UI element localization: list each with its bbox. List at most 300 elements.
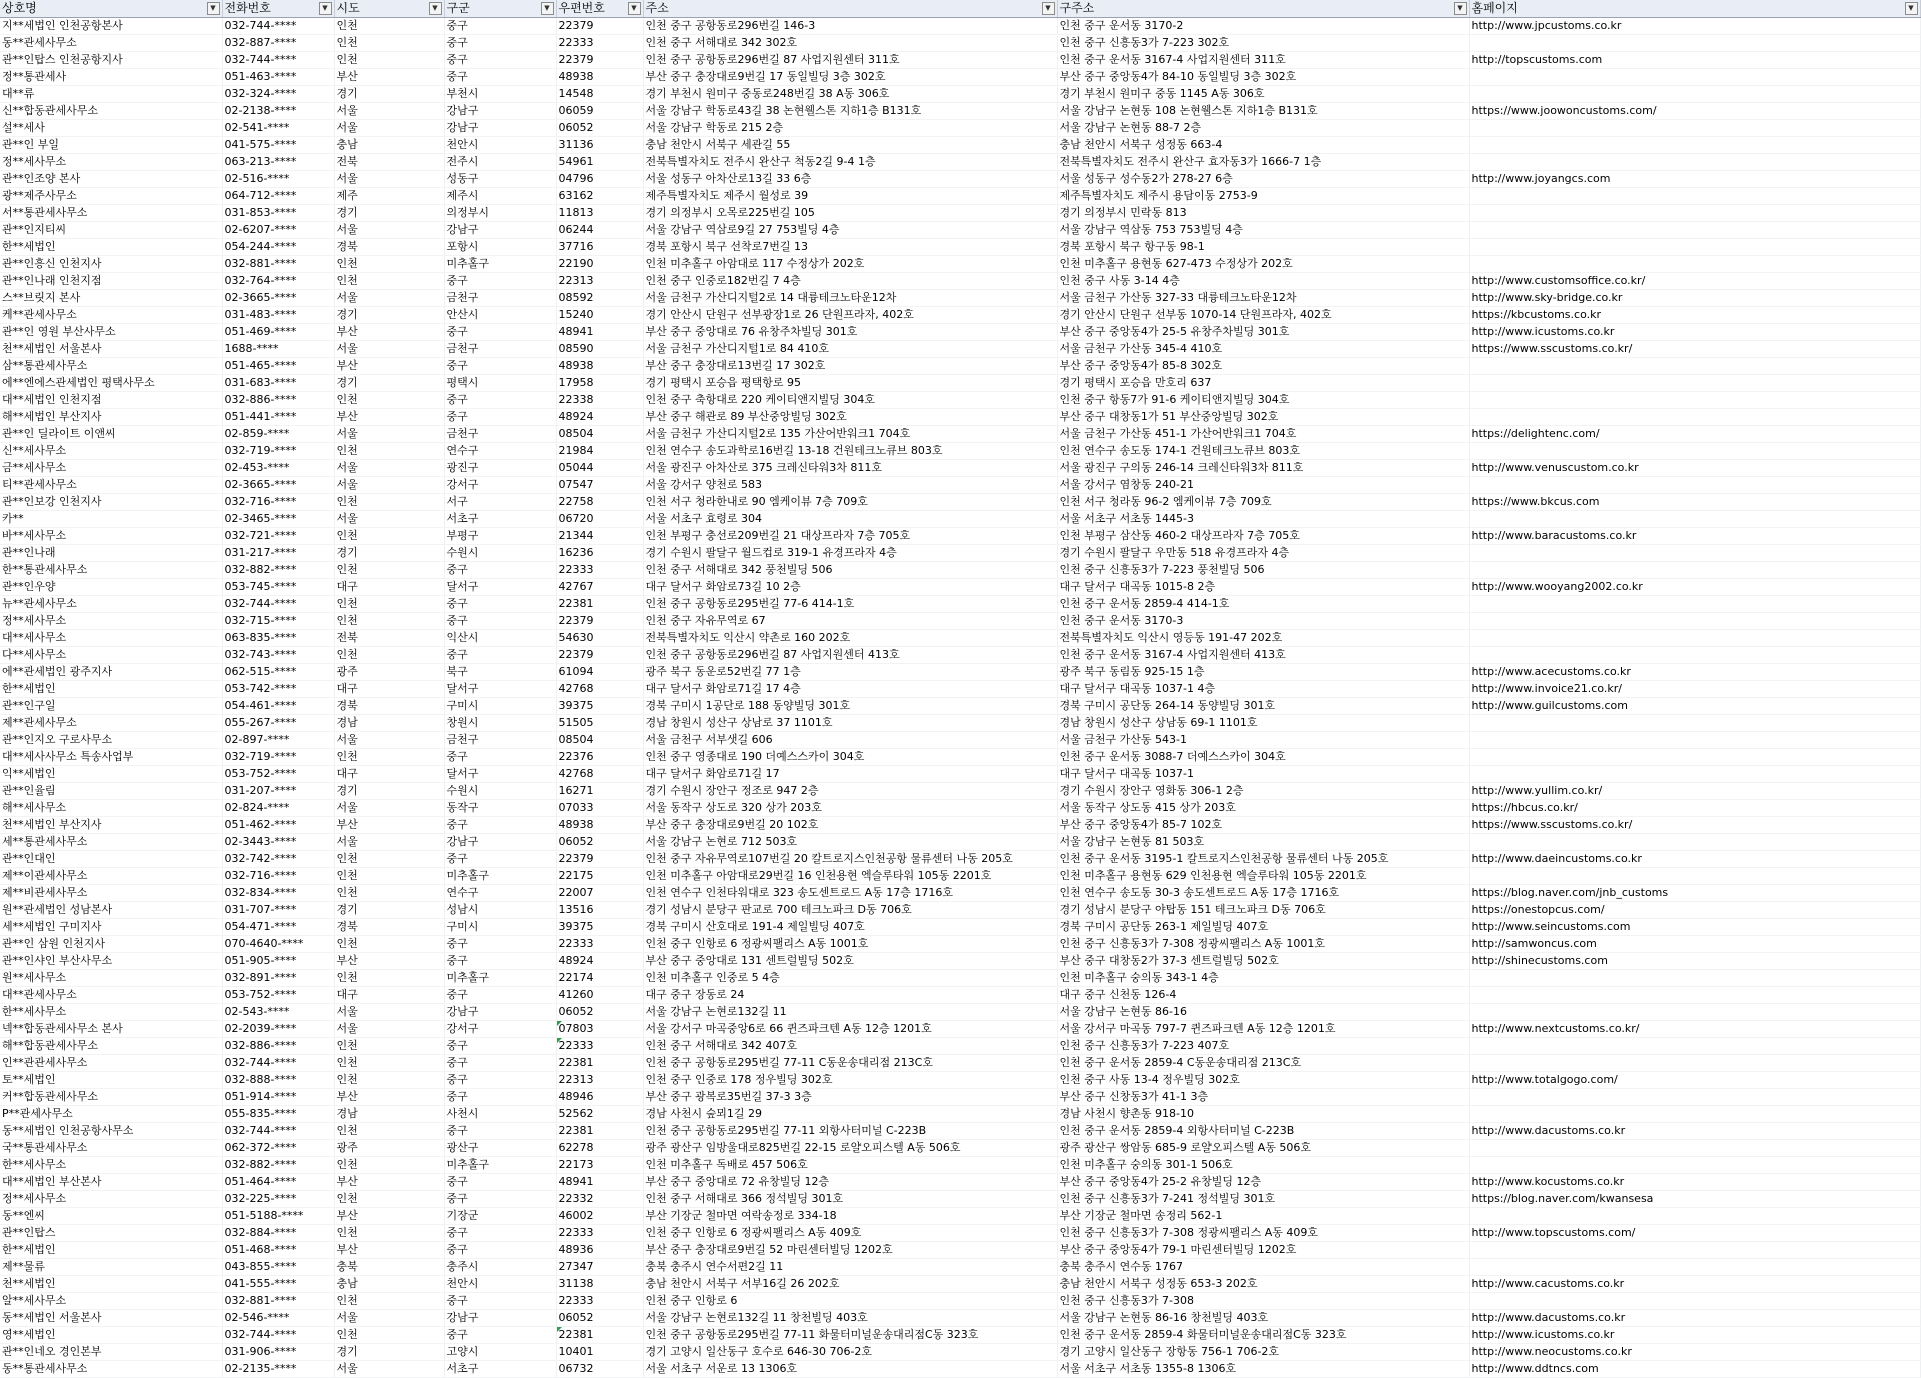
cell-province[interactable]: 부산 [334,358,444,375]
cell-district[interactable]: 중구 [444,1089,556,1106]
cell-homepage[interactable] [1469,1004,1920,1021]
cell-company-name[interactable]: 대**관세사무소 [0,987,222,1004]
cell-postal-code-number-as-text[interactable]: 22381 [556,1327,643,1344]
cell-address[interactable]: 인천 미추홀구 아암대로29번길 16 인천용현 엑슬루타워 105동 2201호 [643,868,1057,885]
cell-phone[interactable]: 032-834-**** [222,885,334,902]
cell-postal-code[interactable]: 42767 [556,579,643,596]
cell-phone[interactable]: 032-886-**** [222,392,334,409]
cell-province[interactable]: 서울 [334,834,444,851]
cell-company-name[interactable]: 한**세사무소 [0,1004,222,1021]
cell-homepage[interactable] [1469,188,1920,205]
cell-phone[interactable]: 051-905-**** [222,953,334,970]
cell-phone[interactable]: 051-914-**** [222,1089,334,1106]
cell-company-name[interactable]: 정**세사무소 [0,613,222,630]
cell-old-address[interactable]: 경북 구미시 공단동 264-14 동양빌딩 301호 [1057,698,1469,715]
cell-district[interactable]: 중구 [444,936,556,953]
cell-province[interactable]: 대구 [334,579,444,596]
cell-old-address[interactable]: 경남 창원시 성산구 상남동 69-1 1101호 [1057,715,1469,732]
cell-phone[interactable]: 064-712-**** [222,188,334,205]
cell-homepage[interactable]: https://onestopcus.com/ [1469,902,1920,919]
cell-homepage[interactable] [1469,970,1920,987]
cell-province[interactable]: 인천 [334,1225,444,1242]
cell-homepage[interactable] [1469,1038,1920,1055]
cell-phone[interactable]: 031-217-**** [222,545,334,562]
cell-address[interactable]: 서울 강남구 논현로132길 11 창천빌딩 403호 [643,1310,1057,1327]
cell-district[interactable]: 중구 [444,1038,556,1055]
cell-district[interactable]: 연수구 [444,443,556,460]
cell-postal-code[interactable]: 22313 [556,1072,643,1089]
cell-province[interactable]: 부산 [334,1208,444,1225]
cell-company-name[interactable]: 관**인탑스 인천공항지사 [0,52,222,69]
cell-postal-code[interactable]: 21344 [556,528,643,545]
cell-company-name[interactable]: 바**세사무소 [0,528,222,545]
cell-district[interactable]: 금천구 [444,426,556,443]
cell-old-address[interactable]: 서울 강남구 논현동 108 논현웰스톤 지하1층 B131호 [1057,103,1469,120]
cell-province[interactable]: 경기 [334,375,444,392]
cell-postal-code[interactable]: 22381 [556,596,643,613]
cell-province[interactable]: 부산 [334,409,444,426]
cell-homepage[interactable]: http://www.neocustoms.co.kr [1469,1344,1920,1361]
cell-company-name[interactable]: 지**세법인 인천공항본사 [0,18,222,35]
cell-postal-code[interactable]: 13516 [556,902,643,919]
cell-company-name[interactable]: 세**세법인 구미지사 [0,919,222,936]
cell-district[interactable]: 부평구 [444,528,556,545]
cell-address[interactable]: 인천 중구 인중로182번길 7 4층 [643,273,1057,290]
cell-company-name[interactable]: 한**세법인 [0,239,222,256]
cell-province[interactable]: 부산 [334,817,444,834]
cell-province[interactable]: 서울 [334,120,444,137]
cell-homepage[interactable] [1469,613,1920,630]
cell-postal-code[interactable]: 22175 [556,868,643,885]
cell-company-name[interactable]: 관**인우양 [0,579,222,596]
cell-postal-code[interactable]: 15240 [556,307,643,324]
cell-company-name[interactable]: 해**세사무소 [0,800,222,817]
cell-phone[interactable]: 02-6207-**** [222,222,334,239]
cell-company-name[interactable]: 원**관세법인 성남본사 [0,902,222,919]
cell-homepage[interactable] [1469,477,1920,494]
cell-postal-code[interactable]: 14548 [556,86,643,103]
cell-old-address[interactable]: 서울 강남구 논현동 81 503호 [1057,834,1469,851]
cell-homepage[interactable]: http://www.guilcustoms.com [1469,698,1920,715]
cell-homepage[interactable] [1469,69,1920,86]
cell-phone[interactable]: 043-855-**** [222,1259,334,1276]
cell-district[interactable]: 수원시 [444,783,556,800]
cell-address[interactable]: 서울 강남구 학동로 215 2층 [643,120,1057,137]
column-header-province[interactable] [334,0,444,18]
cell-phone[interactable]: 02-859-**** [222,426,334,443]
cell-phone[interactable]: 032-324-**** [222,86,334,103]
cell-province[interactable]: 인천 [334,749,444,766]
cell-postal-code[interactable]: 39375 [556,698,643,715]
cell-province[interactable]: 경기 [334,205,444,222]
cell-postal-code[interactable]: 22007 [556,885,643,902]
cell-address[interactable]: 서울 금천구 가산디지털1로 84 410호 [643,341,1057,358]
cell-district[interactable]: 금천구 [444,290,556,307]
cell-homepage[interactable]: https://kbcustoms.co.kr [1469,307,1920,324]
cell-province[interactable]: 인천 [334,392,444,409]
cell-postal-code[interactable]: 48938 [556,358,643,375]
cell-phone[interactable]: 051-465-**** [222,358,334,375]
cell-district[interactable]: 수원시 [444,545,556,562]
cell-homepage[interactable]: https://delightenc.com/ [1469,426,1920,443]
cell-address[interactable]: 부산 중구 충장대로9번길 52 마린센터빌딩 1202호 [643,1242,1057,1259]
cell-homepage[interactable]: http://www.dacustoms.co.kr [1469,1310,1920,1327]
cell-district[interactable]: 강남구 [444,103,556,120]
cell-homepage[interactable] [1469,749,1920,766]
cell-postal-code[interactable]: 07033 [556,800,643,817]
cell-district[interactable]: 전주시 [444,154,556,171]
column-header-old-address[interactable] [1057,0,1469,18]
cell-homepage[interactable]: http://www.totalgogo.com/ [1469,1072,1920,1089]
cell-address[interactable]: 경기 수원시 팔달구 월드컵로 319-1 유경프라자 4층 [643,545,1057,562]
cell-postal-code[interactable]: 22338 [556,392,643,409]
cell-old-address[interactable]: 인천 연수구 송도동 174-1 건원테크노큐브 803호 [1057,443,1469,460]
cell-homepage[interactable]: https://blog.naver.com/kwansesa [1469,1191,1920,1208]
cell-address[interactable]: 인천 중구 서해대로 342 407호 [643,1038,1057,1055]
cell-address[interactable]: 경기 수원시 장안구 정조로 947 2층 [643,783,1057,800]
cell-address[interactable]: 광주 광산구 임방울대로825번길 22-15 로얄오피스텔 A동 506호 [643,1140,1057,1157]
cell-company-name[interactable]: 정**통관세사 [0,69,222,86]
cell-province[interactable]: 서울 [334,800,444,817]
cell-province[interactable]: 부산 [334,1242,444,1259]
cell-address[interactable]: 인천 중구 인중로 178 정우빌딩 302호 [643,1072,1057,1089]
cell-district[interactable]: 제주시 [444,188,556,205]
cell-phone[interactable]: 02-2138-**** [222,103,334,120]
cell-district[interactable]: 중구 [444,1191,556,1208]
cell-province[interactable]: 서울 [334,290,444,307]
cell-old-address[interactable]: 인천 중구 신흥동3가 7-223 302호 [1057,35,1469,52]
cell-company-name[interactable]: 신**세사무소 [0,443,222,460]
cell-homepage[interactable]: http://www.acecustoms.co.kr [1469,664,1920,681]
cell-old-address[interactable]: 충남 천안시 서북구 성정동 653-3 202호 [1057,1276,1469,1293]
cell-old-address[interactable]: 인천 중구 운서동 2859-4 외항사터미널 C-223B [1057,1123,1469,1140]
cell-address[interactable]: 서울 성동구 아차산로13길 33 6층 [643,171,1057,188]
cell-old-address[interactable]: 인천 중구 신흥동3가 7-308 정광씨팰리스 A동 1001호 [1057,936,1469,953]
cell-province[interactable]: 대구 [334,987,444,1004]
cell-company-name[interactable]: 대**세사무소 [0,630,222,647]
cell-address[interactable]: 부산 중구 충장대로9번길 20 102호 [643,817,1057,834]
cell-address[interactable]: 대구 달서구 화암로71길 17 [643,766,1057,783]
cell-address[interactable]: 부산 중구 중앙대로 131 센트럴빌딩 502호 [643,953,1057,970]
cell-address[interactable]: 인천 중구 인항로 6 정광씨팰리스 A동 1001호 [643,936,1057,953]
cell-old-address[interactable]: 인천 중구 운서동 3170-3 [1057,613,1469,630]
cell-old-address[interactable]: 인천 중구 운서동 2859-4 414-1호 [1057,596,1469,613]
cell-company-name[interactable]: 관**인흥신 인천지사 [0,256,222,273]
cell-old-address[interactable]: 대구 달서구 대곡동 1037-1 [1057,766,1469,783]
cell-homepage[interactable] [1469,1089,1920,1106]
cell-homepage[interactable]: http://www.cacustoms.co.kr [1469,1276,1920,1293]
cell-company-name[interactable]: 서**통관세사무소 [0,205,222,222]
cell-province[interactable]: 서울 [334,171,444,188]
cell-homepage[interactable] [1469,375,1920,392]
cell-address[interactable]: 인천 중구 인항로 6 [643,1293,1057,1310]
cell-company-name[interactable]: 토**세법인 [0,1072,222,1089]
cell-address[interactable]: 인천 중구 자유무역로 67 [643,613,1057,630]
cell-district[interactable]: 기장군 [444,1208,556,1225]
filter-dropdown-icon[interactable]: ▼ [1905,2,1918,15]
cell-company-name[interactable]: 대**세사사무소 특송사업부 [0,749,222,766]
cell-province[interactable]: 인천 [334,1123,444,1140]
cell-phone[interactable]: 032-716-**** [222,868,334,885]
cell-old-address[interactable]: 서울 강남구 논현동 86-16 창천빌딩 403호 [1057,1310,1469,1327]
cell-province[interactable]: 인천 [334,1055,444,1072]
cell-district[interactable]: 중구 [444,987,556,1004]
cell-postal-code[interactable]: 22758 [556,494,643,511]
cell-homepage[interactable] [1469,256,1920,273]
cell-company-name[interactable]: 해**세법인 부산지사 [0,409,222,426]
cell-address[interactable]: 경기 부천시 원미구 중동로248번길 38 A동 306호 [643,86,1057,103]
cell-company-name[interactable]: 한**통관세사무소 [0,562,222,579]
cell-postal-code[interactable]: 06732 [556,1361,643,1378]
cell-homepage[interactable] [1469,766,1920,783]
cell-phone[interactable]: 053-752-**** [222,987,334,1004]
cell-district[interactable]: 강남구 [444,120,556,137]
cell-company-name[interactable]: 커**합동관세사무소 [0,1089,222,1106]
cell-old-address[interactable]: 서울 성동구 성수동2가 278-27 6층 [1057,171,1469,188]
cell-homepage[interactable]: http://www.icustoms.co.kr [1469,1327,1920,1344]
cell-province[interactable]: 충북 [334,1259,444,1276]
cell-postal-code[interactable]: 17958 [556,375,643,392]
filter-dropdown-icon[interactable]: ▼ [1454,2,1467,15]
cell-homepage[interactable] [1469,834,1920,851]
cell-phone[interactable]: 053-752-**** [222,766,334,783]
cell-phone[interactable]: 032-744-**** [222,596,334,613]
cell-phone[interactable]: 032-884-**** [222,1225,334,1242]
cell-address[interactable]: 서울 강남구 논현로132길 11 [643,1004,1057,1021]
cell-company-name[interactable]: 대**세법인 부산본사 [0,1174,222,1191]
cell-homepage[interactable]: http://www.customsoffice.co.kr/ [1469,273,1920,290]
cell-address[interactable]: 충남 천안시 서북구 세관길 55 [643,137,1057,154]
filter-dropdown-icon[interactable]: ▼ [429,2,442,15]
cell-address[interactable]: 경기 고양시 일산동구 호수로 646-30 706-2호 [643,1344,1057,1361]
cell-postal-code[interactable]: 22379 [556,851,643,868]
cell-old-address[interactable]: 부산 중구 대창동1가 51 부산중앙빌딩 302호 [1057,409,1469,426]
cell-phone[interactable]: 031-483-**** [222,307,334,324]
cell-homepage[interactable]: https://hbcus.co.kr/ [1469,800,1920,817]
column-header-phone[interactable] [222,0,334,18]
cell-phone[interactable]: 032-886-**** [222,1038,334,1055]
cell-district[interactable]: 미추홀구 [444,868,556,885]
cell-homepage[interactable] [1469,1208,1920,1225]
cell-homepage[interactable] [1469,596,1920,613]
column-header-district[interactable] [444,0,556,18]
cell-company-name[interactable]: 정**세사무소 [0,154,222,171]
cell-district[interactable]: 서초구 [444,511,556,528]
cell-postal-code[interactable]: 22379 [556,647,643,664]
cell-address[interactable]: 서울 금천구 가산디지털2로 135 가산어반워크1 704호 [643,426,1057,443]
cell-company-name[interactable]: P**관세사무소 [0,1106,222,1123]
cell-province[interactable]: 경기 [334,1344,444,1361]
cell-address[interactable]: 인천 미추홀구 아암대로 117 수정상가 202호 [643,256,1057,273]
cell-postal-code[interactable]: 22174 [556,970,643,987]
cell-postal-code[interactable]: 48938 [556,69,643,86]
cell-phone[interactable]: 02-3443-**** [222,834,334,851]
cell-old-address[interactable]: 제주특별자치도 제주시 용담이동 2753-9 [1057,188,1469,205]
cell-homepage[interactable]: http://www.daeincustoms.co.kr [1469,851,1920,868]
cell-company-name[interactable]: 관**인구일 [0,698,222,715]
cell-district[interactable]: 구미시 [444,919,556,936]
cell-postal-code[interactable]: 48941 [556,1174,643,1191]
cell-old-address[interactable]: 부산 중구 중앙동4가 79-1 마린센터빌딩 1202호 [1057,1242,1469,1259]
cell-old-address[interactable]: 경기 평택시 포승읍 만호리 637 [1057,375,1469,392]
cell-address[interactable]: 인천 연수구 송도과학로16번길 13-18 건원테크노큐브 803호 [643,443,1057,460]
cell-postal-code[interactable]: 48924 [556,409,643,426]
cell-old-address[interactable]: 서울 동작구 상도동 415 상가 203호 [1057,800,1469,817]
cell-old-address[interactable]: 서울 금천구 가산동 345-4 410호 [1057,341,1469,358]
cell-phone[interactable]: 032-743-**** [222,647,334,664]
cell-homepage[interactable] [1469,868,1920,885]
cell-company-name[interactable]: 천**세법인 부산지사 [0,817,222,834]
cell-old-address[interactable]: 인천 미추홀구 숭의동 301-1 506호 [1057,1157,1469,1174]
cell-province[interactable]: 인천 [334,1038,444,1055]
cell-district[interactable]: 동작구 [444,800,556,817]
cell-old-address[interactable]: 인천 중구 운서동 3170-2 [1057,18,1469,35]
cell-phone[interactable]: 063-835-**** [222,630,334,647]
cell-phone[interactable]: 02-516-**** [222,171,334,188]
cell-phone[interactable]: 02-3465-**** [222,511,334,528]
cell-company-name[interactable]: 관**인나래 인천지점 [0,273,222,290]
cell-province[interactable]: 인천 [334,18,444,35]
cell-old-address[interactable]: 경기 안산시 단원구 선부동 1070-14 단원프라자, 402호 [1057,307,1469,324]
cell-homepage[interactable] [1469,86,1920,103]
cell-district[interactable]: 광진구 [444,460,556,477]
cell-phone[interactable]: 032-742-**** [222,851,334,868]
cell-company-name[interactable]: 제**물류 [0,1259,222,1276]
cell-old-address[interactable]: 인천 중구 신흥동3가 7-223 풍천빌딩 506 [1057,562,1469,579]
cell-homepage[interactable] [1469,630,1920,647]
cell-company-name[interactable]: 관**인지오 구로사무소 [0,732,222,749]
cell-postal-code[interactable]: 22190 [556,256,643,273]
cell-district[interactable]: 포항시 [444,239,556,256]
cell-district[interactable]: 부천시 [444,86,556,103]
cell-phone[interactable]: 02-824-**** [222,800,334,817]
cell-old-address[interactable]: 부산 중구 중앙동4가 25-2 유창빌딩 12층 [1057,1174,1469,1191]
cell-postal-code[interactable]: 10401 [556,1344,643,1361]
cell-district[interactable]: 금천구 [444,732,556,749]
cell-district[interactable]: 강남구 [444,1004,556,1021]
cell-province[interactable]: 인천 [334,596,444,613]
cell-province[interactable]: 인천 [334,1191,444,1208]
cell-homepage[interactable]: http://www.icustoms.co.kr [1469,324,1920,341]
cell-address[interactable]: 인천 중구 영종대로 190 더예스스카이 304호 [643,749,1057,766]
cell-district[interactable]: 중구 [444,1225,556,1242]
cell-homepage[interactable]: https://www.bkcus.com [1469,494,1920,511]
cell-district[interactable]: 중구 [444,749,556,766]
cell-postal-code[interactable]: 06244 [556,222,643,239]
cell-postal-code[interactable]: 06052 [556,834,643,851]
cell-postal-code[interactable]: 42768 [556,766,643,783]
cell-old-address[interactable]: 인천 중구 항동7가 91-6 케이티앤지빌딩 304호 [1057,392,1469,409]
cell-old-address[interactable]: 광주 광산구 쌍암동 685-9 로얄오피스텔 A동 506호 [1057,1140,1469,1157]
cell-postal-code[interactable]: 06059 [556,103,643,120]
cell-address[interactable]: 서울 금천구 서부샛길 606 [643,732,1057,749]
cell-homepage[interactable] [1469,35,1920,52]
cell-province[interactable]: 서울 [334,1004,444,1021]
cell-phone[interactable]: 02-2039-**** [222,1021,334,1038]
cell-company-name[interactable]: 관**인나래 [0,545,222,562]
cell-homepage[interactable]: http://www.nextcustoms.co.kr/ [1469,1021,1920,1038]
cell-address[interactable]: 인천 중구 공항동로295번길 77-6 414-1호 [643,596,1057,613]
cell-old-address[interactable]: 서울 강남구 역삼동 753 753빌딩 4층 [1057,222,1469,239]
cell-address[interactable]: 경기 평택시 포승읍 평택항로 95 [643,375,1057,392]
cell-company-name[interactable]: 알**세사무소 [0,1293,222,1310]
cell-phone[interactable]: 031-683-**** [222,375,334,392]
cell-district[interactable]: 달서구 [444,579,556,596]
cell-company-name[interactable]: 한**세사무소 [0,1157,222,1174]
cell-postal-code[interactable]: 51505 [556,715,643,732]
cell-address[interactable]: 인천 중구 서해대로 366 정석빌딩 301호 [643,1191,1057,1208]
cell-old-address[interactable]: 대구 달서구 대곡동 1037-1 4층 [1057,681,1469,698]
cell-old-address[interactable]: 전북특별자치도 전주시 완산구 효자동3가 1666-7 1층 [1057,154,1469,171]
cell-postal-code[interactable]: 61094 [556,664,643,681]
cell-district[interactable]: 서구 [444,494,556,511]
cell-old-address[interactable]: 서울 금천구 가산동 543-1 [1057,732,1469,749]
cell-district[interactable]: 중구 [444,1072,556,1089]
cell-homepage[interactable]: http://topscustoms.com [1469,52,1920,69]
cell-address[interactable]: 인천 중구 서해대로 342 302호 [643,35,1057,52]
cell-homepage[interactable] [1469,154,1920,171]
cell-district[interactable]: 강남구 [444,1310,556,1327]
cell-old-address[interactable]: 부산 중구 중앙동4가 85-8 302호 [1057,358,1469,375]
cell-postal-code[interactable]: 06052 [556,1310,643,1327]
cell-company-name[interactable]: 대**세법인 인천지점 [0,392,222,409]
cell-address[interactable]: 부산 기장군 철마면 여락송정로 334-18 [643,1208,1057,1225]
cell-district[interactable]: 중구 [444,1174,556,1191]
cell-old-address[interactable]: 인천 중구 운서동 3167-4 사업지원센터 413호 [1057,647,1469,664]
cell-old-address[interactable]: 경기 성남시 분당구 야탑동 151 테크노파크 D동 706호 [1057,902,1469,919]
cell-postal-code[interactable]: 22173 [556,1157,643,1174]
cell-postal-code[interactable]: 22333 [556,562,643,579]
cell-district[interactable]: 고양시 [444,1344,556,1361]
cell-district[interactable]: 중구 [444,1123,556,1140]
cell-company-name[interactable]: 인**관관세사무소 [0,1055,222,1072]
cell-province[interactable]: 제주 [334,188,444,205]
cell-postal-code[interactable]: 48938 [556,817,643,834]
cell-homepage[interactable]: http://www.invoice21.co.kr/ [1469,681,1920,698]
cell-old-address[interactable]: 인천 중구 신흥동3가 7-308 정광씨팰리스 A동 409호 [1057,1225,1469,1242]
cell-old-address[interactable]: 서울 금천구 가산동 327-33 대륭테크노타운12차 [1057,290,1469,307]
cell-company-name[interactable]: 한**세법인 [0,681,222,698]
cell-postal-code[interactable]: 48936 [556,1242,643,1259]
cell-postal-code[interactable]: 08504 [556,426,643,443]
cell-phone[interactable]: 032-881-**** [222,256,334,273]
cell-phone[interactable]: 032-744-**** [222,1055,334,1072]
cell-homepage[interactable] [1469,511,1920,528]
cell-district[interactable]: 성동구 [444,171,556,188]
cell-company-name[interactable]: 케**관세사무소 [0,307,222,324]
filter-dropdown-icon[interactable]: ▼ [319,2,332,15]
cell-phone[interactable]: 032-744-**** [222,52,334,69]
cell-homepage[interactable]: http://www.topscustoms.com/ [1469,1225,1920,1242]
cell-old-address[interactable]: 서울 광진구 구의동 246-14 크레신타워3차 811호 [1057,460,1469,477]
cell-address[interactable]: 부산 중구 충장대로13번길 17 302호 [643,358,1057,375]
cell-phone[interactable]: 02-3665-**** [222,477,334,494]
cell-district[interactable]: 중구 [444,1327,556,1344]
cell-company-name[interactable]: 관**인율림 [0,783,222,800]
cell-address[interactable]: 제주특별자치도 제주시 월성로 39 [643,188,1057,205]
cell-district[interactable]: 중구 [444,273,556,290]
cell-phone[interactable]: 031-707-**** [222,902,334,919]
cell-company-name[interactable]: 관**인보강 인천지사 [0,494,222,511]
cell-company-name[interactable]: 제**비관세사무소 [0,885,222,902]
cell-company-name[interactable]: 관**인네오 경인본부 [0,1344,222,1361]
cell-homepage[interactable] [1469,1157,1920,1174]
cell-province[interactable]: 서울 [334,1021,444,1038]
cell-phone[interactable]: 032-719-**** [222,749,334,766]
cell-homepage[interactable] [1469,1242,1920,1259]
cell-province[interactable]: 인천 [334,851,444,868]
cell-address[interactable]: 전북특별자치도 전주시 완산구 척동2길 9-4 1층 [643,154,1057,171]
